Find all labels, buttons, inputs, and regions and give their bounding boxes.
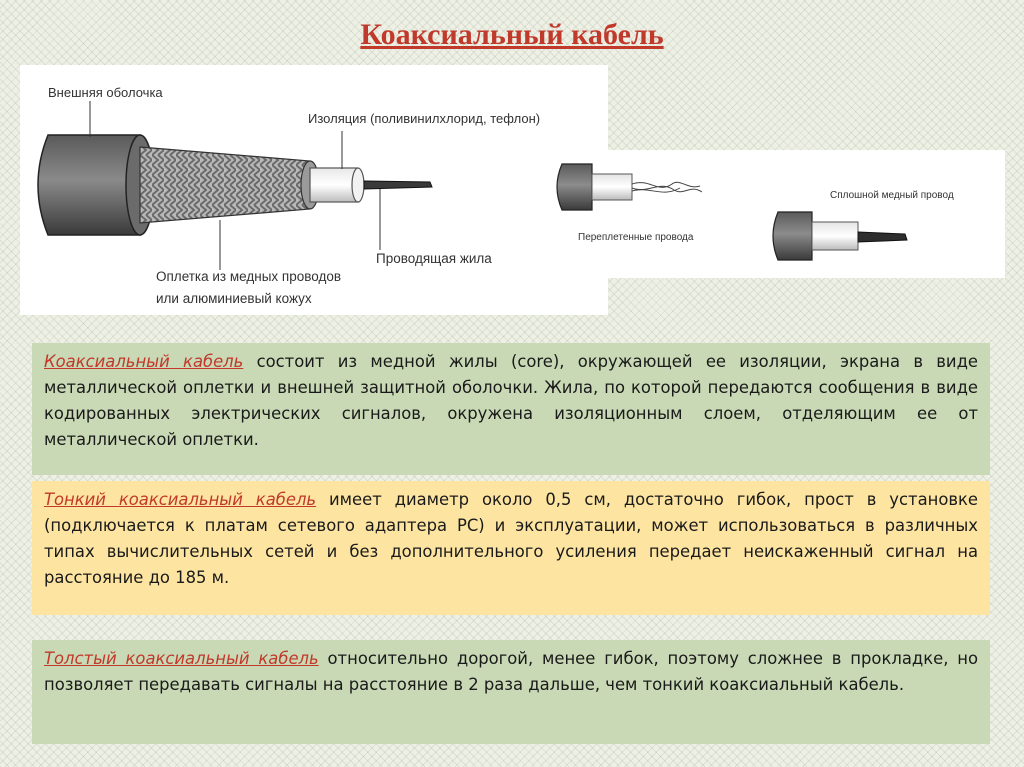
term-thin-cable: Тонкий коаксиальный кабель	[44, 490, 317, 509]
label-stranded: Переплетенные провода	[578, 232, 694, 243]
stranded-insulation	[592, 174, 632, 200]
panel-thick-cable	[32, 640, 990, 744]
label-insulation: Изоляция (поливинилхлорид, тефлон)	[308, 111, 541, 126]
label-core: Проводящая жила	[376, 251, 492, 266]
panel-general	[32, 343, 990, 475]
term-coaxial-cable: Коаксиальный кабель	[44, 352, 244, 371]
stranded-sheath	[557, 164, 592, 210]
label-outer-sheath: Внешняя оболочка	[48, 85, 163, 100]
insulation-shape	[310, 168, 358, 202]
solid-insulation	[812, 222, 858, 250]
core-wire	[364, 181, 432, 189]
label-solid: Сплошной медный провод	[830, 190, 954, 201]
solid-wire	[858, 232, 907, 242]
text-thick-cable: относительно дорогой, менее гибок, поэтому сложнее в прокладке, но позволяет передавать сигналы на расстояние в 2 раза дальше, чем тонкий коаксиальный кабель.	[44, 649, 978, 694]
solid-sheath	[773, 212, 812, 260]
cable-variants-drawing	[540, 150, 1005, 278]
outer-sheath-shape	[38, 135, 140, 235]
cable-variants-diagram	[540, 150, 1005, 278]
insulation-end	[352, 168, 364, 202]
slide-title: Коаксиальный кабель	[360, 18, 664, 51]
coax-cable-diagram	[20, 65, 608, 315]
label-braid-line2: или алюминиевый кожух	[156, 291, 312, 306]
text-thin-cable: имеет диаметр около 0,5 см, достаточно гибок, прост в установке (подключается к платам сетевого адаптера PC) и эксплуатации, может использоваться в различных типах вычислительных сетей и без дополнительного усиления передает неискаженный сигнал на расстояние до 185 м.	[44, 490, 979, 587]
panel-thin-cable	[32, 481, 990, 615]
stranded-wires	[632, 182, 702, 192]
label-braid-line1: Оплетка из медных проводов	[156, 269, 342, 284]
braid-shape	[140, 147, 310, 223]
text-general: состоит из медной жилы (core), окружающей ее изоляции, экрана в виде металлической оплетки и внешней защитной оболочки. Жила, по которой передаются сообщения в виде кодированных электрических сигналов, окружена изоляционным слоем, отделяющим ее от металлической оплетки.	[44, 352, 979, 449]
term-thick-cable: Толстый коаксиальный кабель	[44, 649, 319, 668]
